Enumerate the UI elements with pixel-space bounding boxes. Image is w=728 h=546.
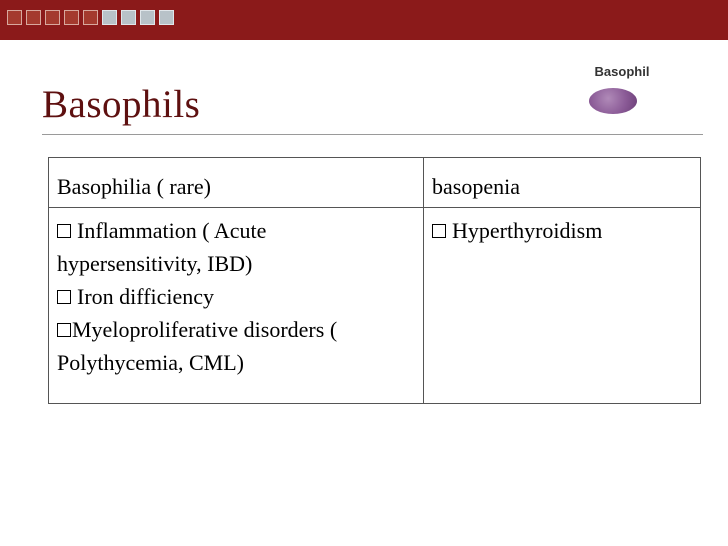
decor-square: [140, 10, 155, 25]
checkbox-bullet-icon: [57, 290, 71, 304]
list-item: [432, 214, 692, 247]
decor-square: [45, 10, 60, 25]
slide-title: Basophils: [42, 83, 201, 126]
decor-square: [102, 10, 117, 25]
decor-square: [83, 10, 98, 25]
basopenia-causes: [424, 208, 701, 404]
list-item-text: Myeloproliferative disorders ( Polythycemia, CML): [57, 317, 338, 375]
checkbox-bullet-icon: [57, 323, 71, 337]
top-decorative-bar: [0, 0, 728, 40]
image-label: Basophil: [594, 64, 650, 79]
table-header-row: [49, 158, 701, 208]
decor-square: [159, 10, 174, 25]
decor-square: [64, 10, 79, 25]
basophil-image: [558, 62, 684, 124]
table-row: [49, 208, 701, 404]
header-basopenia: basopenia: [424, 158, 701, 208]
decorative-squares: [7, 5, 174, 31]
decor-square: [7, 10, 22, 25]
title-divider: [42, 134, 703, 135]
list-item-text: Hyperthyroidism: [452, 218, 603, 243]
header-basophilia: Basophilia ( rare): [49, 158, 424, 208]
list-item-text: Iron difficiency: [77, 284, 215, 309]
basophilia-causes: [49, 208, 424, 404]
decor-square: [121, 10, 136, 25]
decor-square: [26, 10, 41, 25]
list-item: [57, 214, 415, 280]
checkbox-bullet-icon: [57, 224, 71, 238]
list-item: [57, 280, 415, 313]
basophil-table: [48, 157, 701, 404]
list-item: [57, 313, 415, 379]
list-item-text: Inflammation ( Acute hypersensitivity, IBD): [57, 218, 267, 276]
basophil-cell-icon: [589, 88, 637, 114]
checkbox-bullet-icon: [432, 224, 446, 238]
